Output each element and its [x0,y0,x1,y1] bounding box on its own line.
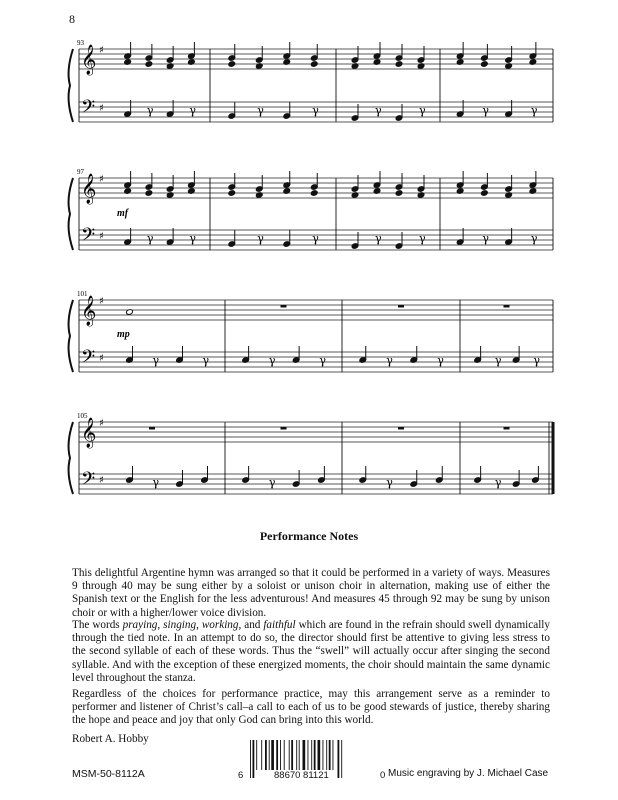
system-brace [69,49,73,122]
barcode-bar [250,740,251,778]
staff-system-4 [69,412,553,494]
emphasized-word: singing [163,619,197,631]
eighth-rest: γ [419,232,426,245]
eighth-rest: γ [533,354,540,367]
eighth-rest: γ [152,476,160,489]
performance-notes-title: Performance Notes [259,529,359,543]
sharp-key-signature: ♯ [99,174,104,185]
barcode-digits-middle: 88670 81121 [274,770,329,781]
eighth-rest: γ [146,232,154,245]
eighth-rest: γ [268,476,276,489]
dynamic-mark: mp [117,329,130,340]
barcode-bar [261,740,262,770]
bass-clef: 𝄢 [81,347,96,372]
barcode-bar [314,740,316,770]
bass-clef: 𝄢 [81,97,96,122]
barcode-bar [296,740,297,770]
dynamic-mark: mf [117,208,129,219]
emphasized-word: faithful [263,619,296,631]
sharp-key-signature: ♯ [99,475,104,486]
barcode-digit-right: 0 [380,770,386,781]
whole-rest [281,427,287,430]
measure-number: 93 [77,39,84,47]
staff-system-3 [69,290,553,372]
eighth-rest: γ [312,104,319,117]
barcode-bar [289,740,290,770]
eighth-rest: γ [319,354,326,367]
eighth-rest: γ [437,354,444,367]
whole-rest [398,427,404,430]
barcode-bar [256,740,257,770]
measure-number: 101 [77,290,88,298]
measure-number: 97 [77,168,84,176]
barcode-bar [253,740,255,778]
author-signature: Robert A. Hobby [72,733,149,745]
sharp-key-signature: ♯ [99,103,104,114]
barcode-bar [318,740,321,770]
eighth-rest: γ [482,232,489,245]
barcode-bar [333,740,334,770]
barcode-bar [299,740,300,770]
notes-paragraph-1: This delightful Argentine hymn was arranged so that it could be performed in a variety of ways. Measures 9 through 40 may be sung either by a soloist or unison choir in alternation, making use of either the Spanish text or the English for the less adventurous! And measures 45 through 92 may be sung by unison choir or with a higher/lower voice division. [72,567,550,619]
note-head [481,190,489,197]
eighth-rest: γ [530,232,538,245]
eighth-rest: γ [386,354,393,367]
note-head [228,190,236,197]
eighth-rest: γ [419,104,426,117]
eighth-rest: γ [257,232,264,245]
barcode-bar [311,740,312,770]
eighth-rest: γ [482,104,489,117]
note-head [228,61,236,68]
bass-clef: 𝄢 [81,225,96,250]
barcode-digit-left: 6 [238,770,244,781]
note-head [145,61,153,68]
whole-rest [504,305,510,308]
barcode-bar [323,740,324,770]
note-head [145,190,153,197]
barcode-bar [291,740,293,770]
barcode-bar [303,740,306,770]
eighth-rest: γ [257,104,264,117]
eighth-rest: γ [530,104,538,117]
emphasized-word: working [201,619,239,631]
barcode-bar [329,740,331,770]
staff-systems [69,39,553,494]
page-number: 8 [69,12,75,26]
note-head [310,61,318,68]
barcode-bar [276,740,278,770]
note-head [395,190,403,197]
eighth-rest: γ [494,476,502,489]
sharp-key-signature: ♯ [99,353,104,364]
notes-paragraph-3: Regardless of the choices for performance practice, may this arrangement serve as a reminder to performer and listener of Christ’s call–a call to each of us to be good stewards of justice, thereby sharing the hope and peace and joy that only God can bring into this world. [72,688,550,727]
eighth-rest: γ [375,104,382,117]
eighth-rest: γ [189,232,196,245]
staff-system-1 [69,39,553,122]
eighth-rest: γ [268,354,276,367]
barcode-bar [271,740,274,770]
barcode-bar [308,740,309,770]
barcode-bar [284,740,285,770]
treble-clef: 𝄞 [81,45,97,75]
system-brace [69,422,73,494]
eighth-rest: γ [386,476,393,489]
eighth-rest: γ [146,104,154,117]
emphasized-word: praying [122,619,158,631]
whole-rest [398,305,404,308]
barcode-bar [265,740,267,770]
eighth-rest: γ [189,104,196,117]
whole-rest [504,427,510,430]
catalog-number: MSM-50-8112A [72,768,145,780]
treble-clef: 𝄞 [81,174,97,204]
sharp-key-signature: ♯ [99,296,104,307]
eighth-rest: γ [494,354,502,367]
eighth-rest: γ [152,354,160,367]
system-brace [69,178,73,250]
barcode-bar [338,740,340,778]
sharp-key-signature: ♯ [99,45,104,56]
treble-clef: 𝄞 [81,418,97,448]
barcode-bar [269,740,270,770]
note-head [310,190,318,197]
whole-rest [149,427,155,430]
eighth-rest: γ [312,232,319,245]
sharp-key-signature: ♯ [99,231,104,242]
barcode-bar [326,740,327,770]
whole-rest [281,305,287,308]
barcode-bar [341,740,342,778]
sharp-key-signature: ♯ [99,418,104,429]
barcode-bar [280,740,281,770]
eighth-rest: γ [202,354,210,367]
notes-paragraph-2: The words praying, singing, working, and faithful which are found in the refrain should swell dynamically through the tied note. In an attempt to do so, the director should first be attentive to giving less stress to the second syllable of each of these words. Thus the “swell” will actually occur after singing the second syllable. And with the exception of these energized moments, the choir should maintain the same dynamic level throughout the stanza. [72,619,551,684]
system-brace [69,300,73,372]
treble-clef: 𝄞 [81,296,97,326]
note-head [395,61,403,68]
bass-clef: 𝄢 [81,469,96,494]
staff-system-2 [69,168,553,250]
note-head [481,61,489,68]
eighth-rest: γ [375,232,382,245]
engraving-credit: Music engraving by J. Michael Case [388,768,549,779]
measure-number: 105 [77,412,88,420]
